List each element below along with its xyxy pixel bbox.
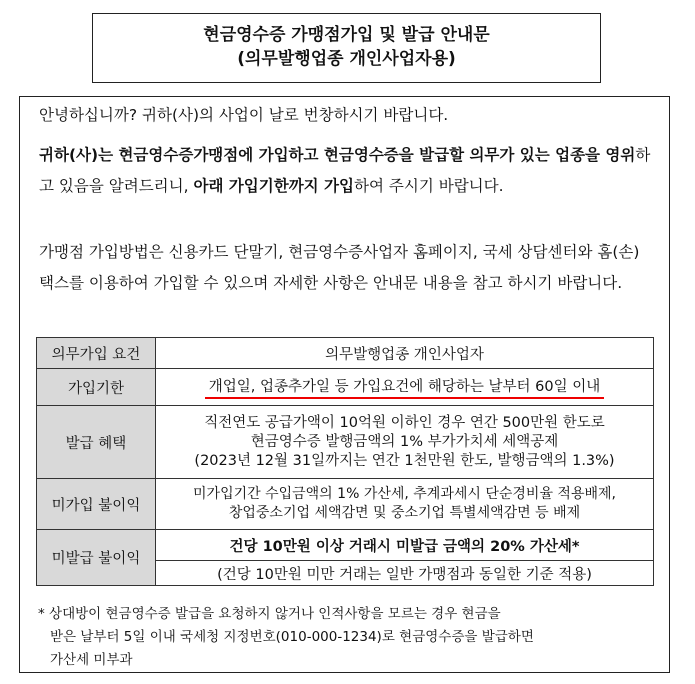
- row-label-requirement: 의무가입 요건: [37, 338, 156, 369]
- table-row: [37, 530, 654, 561]
- row-value-deadline: 개업일, 업종추가일 등 가입요건에 해당하는 날부터 60일 이내: [205, 375, 605, 399]
- obligation-paragraph: [39, 140, 651, 202]
- row-label-deadline: 가입기한: [37, 369, 156, 406]
- non-join-line-2: 창업중소기업 세액감면 및 중소기업 특별세액감면 등 배제: [228, 505, 581, 521]
- table-row: [37, 406, 654, 479]
- table-row: [37, 338, 654, 369]
- row-label-non-issue-penalty: 미발급 불이익: [37, 530, 156, 586]
- row-label-non-join-penalty: 미가입 불이익: [37, 479, 156, 530]
- title-line-1: 현금영수증 가맹점가입 및 발급 안내문: [203, 25, 490, 45]
- row-value-requirement: 의무발행업종 개인사업자: [156, 338, 654, 369]
- row-value-benefit: [156, 406, 654, 479]
- info-table: [36, 337, 654, 586]
- obligation-text: 하고 있음을 알려드리니,: [39, 146, 651, 195]
- non-issue-line-2: (건당 10만원 미만 거래는 일반 가맹점과 동일한 기준 적용): [156, 561, 654, 586]
- greeting-paragraph: 안녕하십니까? 귀하(사)의 사업이 날로 번창하시기 바랍니다.: [39, 106, 449, 124]
- request-text: 하여 주시기 바랍니다.: [354, 177, 504, 195]
- benefit-line-2: 현금영수증 발행금액의 1% 부가가치세 세액공제: [250, 433, 559, 450]
- deadline-bold-text: 아래 가입기한까지 가입: [193, 177, 354, 195]
- title-box: [92, 13, 601, 83]
- footnote-line-1: * 상대방이 현금영수증 발급을 요청하지 않거나 인적사항을 모르는 경우 현금을: [38, 606, 501, 622]
- footnote-line-3: 가산세 미부과: [50, 652, 133, 668]
- non-issue-line-1: 건당 10만원 이상 거래시 미발급 금액의 20% 가산세*: [156, 530, 654, 561]
- table-row: [37, 479, 654, 530]
- notice-body: [19, 96, 670, 673]
- row-value-deadline-cell: [156, 369, 654, 406]
- table-row: [37, 369, 654, 406]
- footnote: [38, 603, 648, 672]
- benefit-line-1: 직전연도 공급가액이 10억원 이하인 경우 연간 500만원 한도로: [204, 414, 605, 431]
- row-value-non-join-penalty: [156, 479, 654, 530]
- non-join-line-1: 미가입기간 수입금액의 1% 가산세, 추계과세시 단순경비율 적용배제,: [193, 486, 616, 502]
- row-label-benefit: 발급 혜택: [37, 406, 156, 479]
- title-line-2: (의무발행업종 개인사업자용): [237, 49, 456, 69]
- footnote-line-2: 받은 날부터 5일 이내 국세청 지정번호(010-000-1234)로 현금영수증을 발급하면: [50, 629, 534, 645]
- method-paragraph: 가맹점 가입방법은 신용카드 단말기, 현금영수증사업자 홈페이지, 국세 상담센터와 홈(손)택스를 이용하여 가입할 수 있으며 자세한 사항은 안내문 내용을 참고 하시기 바랍니다.: [39, 243, 640, 292]
- obligation-bold-text: 귀하(사)는 현금영수증가맹점에 가입하고 현금영수증을 발급할 의무가 있는 업종을 영위: [39, 146, 636, 164]
- benefit-line-3: (2023년 12월 31일까지는 연간 1천만원 한도, 발행금액의 1.3%): [194, 452, 615, 469]
